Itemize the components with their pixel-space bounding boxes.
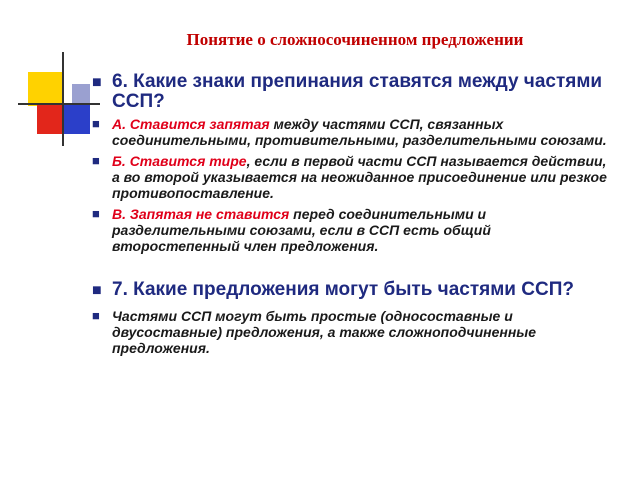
answer-lead: Б. Ставится тире (112, 153, 247, 169)
bullet-icon: ■ (92, 308, 100, 323)
red-square (37, 104, 65, 134)
bullet-icon: ■ (92, 206, 100, 221)
answer-text: Частями ССП могут быть простые (односоставные и двусоставные) предложения, а также сложноподчиненные предложения. (112, 308, 537, 356)
question-text: 7. Какие предложения могут быть частями ССП? (112, 279, 574, 300)
bullet-icon: ■ (92, 116, 100, 131)
answer-item (92, 308, 617, 356)
blue-square (64, 104, 90, 134)
slide-content (92, 72, 617, 356)
vertical-line (62, 52, 64, 146)
answer-item (92, 206, 617, 254)
answer-lead: В. Запятая не ставится (112, 206, 290, 222)
bullet-icon: ■ (92, 153, 100, 168)
question-item (92, 280, 617, 300)
answer-text: между частями ССП, связанных соединительными, противительными, разделительными союзами. (112, 116, 607, 148)
answer-lead: А. Ставится запятая (112, 116, 270, 132)
question-item (92, 72, 617, 112)
light-blue-square (72, 84, 90, 104)
horizontal-line (18, 103, 100, 105)
yellow-square (28, 72, 64, 106)
bullet-icon: ■ (92, 74, 102, 91)
answer-text: , если в первой части ССП называется действии, а во второй указывается на неожиданное присоединение или резкое противопоставление. (112, 153, 607, 201)
answer-text: перед соединительными и разделительными союзами, если в ССП есть общий второстепенный член предложения. (112, 206, 491, 254)
question-text: 6. Какие знаки препинания ставятся между частями ССП? (112, 71, 603, 112)
answer-item (92, 116, 617, 148)
slide-title: Понятие о сложносочиненном предложении (186, 30, 524, 49)
answer-item (92, 153, 617, 201)
bullet-icon: ■ (92, 282, 102, 299)
